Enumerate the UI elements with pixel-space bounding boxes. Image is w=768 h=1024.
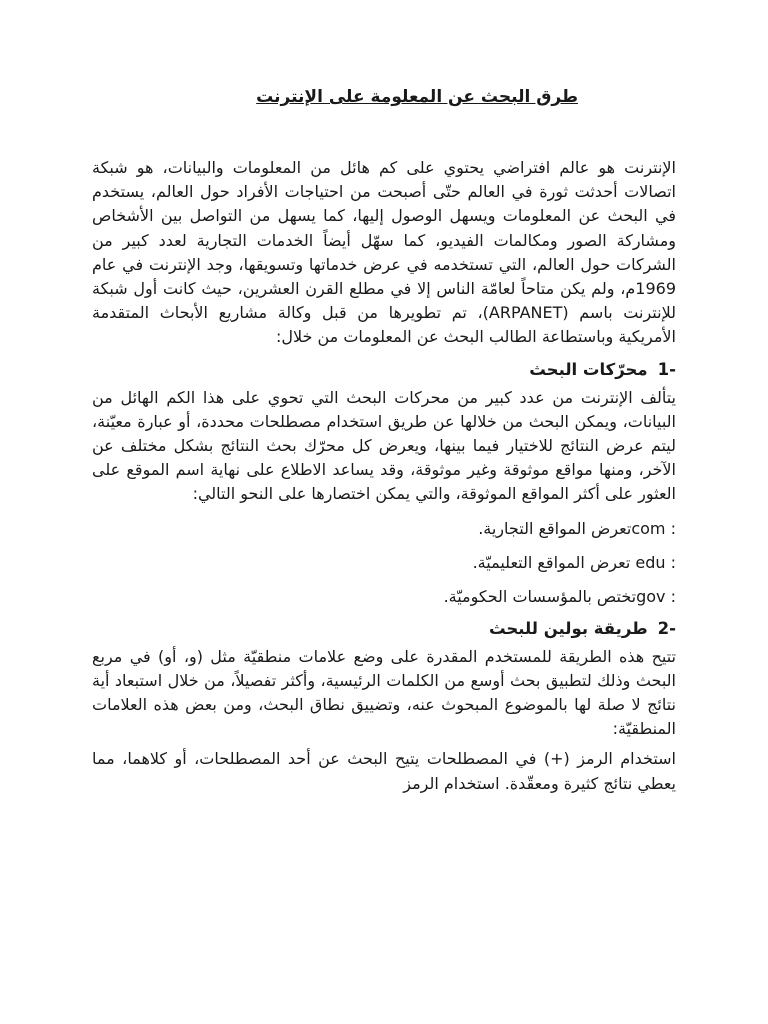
section-1-heading <box>92 357 676 383</box>
section-2-number: -2 <box>657 618 676 638</box>
section-2-title: طريقة بولين للبحث <box>488 618 648 638</box>
list-item-com: : comتعرض المواقع التجارية. <box>478 518 676 538</box>
section-2-paragraph-2: استخدام الرمز (+) في المصطلحات يتيح البحث عن أحد المصطلحات، أو كلاهما، مما يعطي نتائج كثيرة ومعقّدة. استخدام الرمز <box>92 749 676 793</box>
list-item-edu: : edu تعرض المواقع التعليميّة. <box>472 552 676 572</box>
document-title: طرق البحث عن المعلومة على الإنترنت <box>256 87 578 107</box>
section-1-paragraph: يتألف الإنترنت من عدد كبير من محركات البحث التي تحوي على هذا الكم الهائل من البيانات، ويمكن البحث من خلالها عن طريق استخدام مصطلحات محددة، أو عبارة معيّنة، ليتم عرض النتائج للاختيار فيما بينها، ويعرض كل محرّك بحث النتائج بشكل مختلف عن الآخر، ومنها مواقع موثوقة وغير موثوقة، وقد يساعد الاطلاع على نهاية اسم الموقع على العثور على أكثر المواقع الموثوقة، والتي يمكن اختصارها على النحو التالي: <box>92 387 676 504</box>
section-1-number: -1 <box>657 359 676 379</box>
intro-paragraph: الإنترنت هو عالم افتراضي يحتوي على كم هائل من المعلومات والبيانات، هو شبكة اتصالات أحدثت ثورة في العالم حتّى أصبحت من احتياجات الأفراد حول العالم، يستخدم في البحث عن المعلومات ويسهل الوصول إليها، كما يسهل من التواصل بين الأشخاص ومشاركة الصور ومكالمات الفيديو، كما سهّل أيضاً الخدمات التجارية لعدد كبير من الشركات حول العالم، التي تستخدمه في عرض خدماتها وتسويقها، وجد الإنترنت في عام 1969م، ولم يكن متاحاً لعامّة الناس إلا في مطلع القرن العشرين، حيث كانت أول شبكة للإنترنت باسم (ARPANET)، تم تطويرها من قبل وكالة مشاريع الأبحاث المتقدمة الأمريكية وباستطاعة الطالب البحث عن المعلومات من خلال: <box>92 158 676 347</box>
section-1-title: محرّكات البحث <box>529 359 648 379</box>
section-2-heading <box>92 616 676 642</box>
section-2-paragraph: تتيح هذه الطريقة للمستخدم المقدرة على وضع علامات منطقيّة مثل (و، أو) في مربع البحث وذلك لتطبيق بحث أوسع من الكلمات الرئيسية، وأكثر تفصيلاً، من خلال استبعاد أية نتائج لا صلة لها بالموضوع المبحوث عنه، وتضييق نطاق البحث، ومن بعض هذه العلامات المنطقيّة: <box>92 646 676 739</box>
list-item-gov: : govتختص بالمؤسسات الحكوميّة. <box>443 586 676 606</box>
